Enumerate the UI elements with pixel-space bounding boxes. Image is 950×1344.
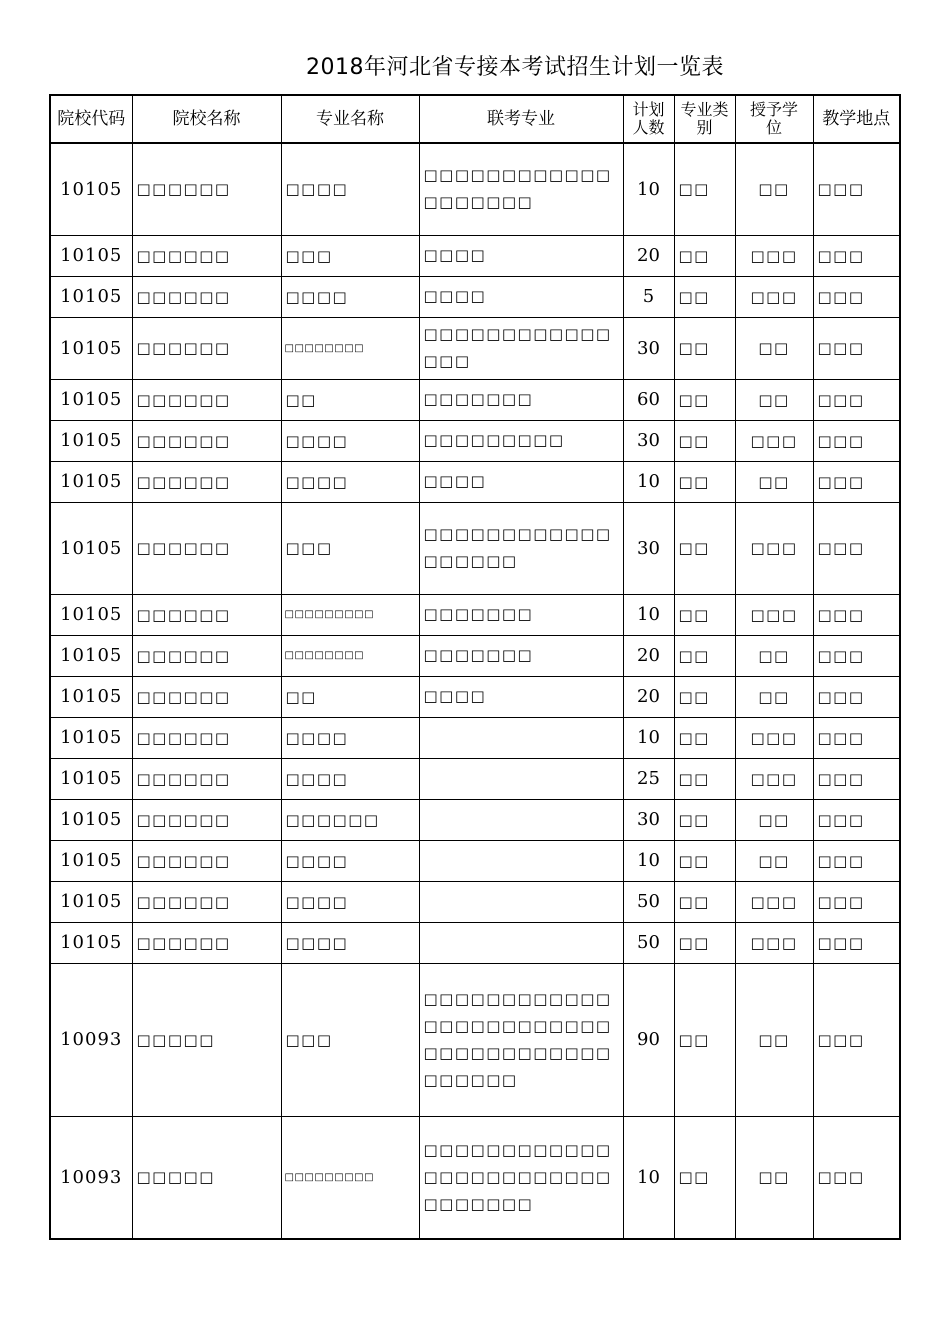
table-row xyxy=(50,461,900,502)
cell-plan-count: 20 xyxy=(623,235,674,276)
cell-category: □□ xyxy=(674,235,735,276)
enrollment-plan-table xyxy=(49,94,901,1240)
header-category: 专业类别 xyxy=(674,95,735,143)
cell-plan-count: 20 xyxy=(623,676,674,717)
cell-major: □□□□□□ xyxy=(281,799,419,840)
table-row xyxy=(50,276,900,317)
cell-degree: □□ xyxy=(735,317,813,379)
header-major: 专业名称 xyxy=(281,95,419,143)
cell-location: □□□ xyxy=(813,922,900,963)
cell-code: 10105 xyxy=(50,635,132,676)
cell-exam-major: □□□□□□□□□□□□□□□□□□□□□□□□□□□□□□□□□□□□□□□□□□ xyxy=(419,963,623,1116)
cell-code: 10105 xyxy=(50,379,132,420)
cell-exam-major xyxy=(419,881,623,922)
cell-exam-major xyxy=(419,840,623,881)
cell-major: □□□□ xyxy=(281,717,419,758)
cell-category: □□ xyxy=(674,1116,735,1239)
cell-school: □□□□□□ xyxy=(132,676,281,717)
cell-major: □□ xyxy=(281,379,419,420)
cell-major: □□ xyxy=(281,676,419,717)
cell-school: □□□□□□ xyxy=(132,420,281,461)
cell-major: □□□□ xyxy=(281,881,419,922)
cell-exam-major: □□□□□□□□□□□□□□□□□□ xyxy=(419,502,623,594)
cell-plan-count: 10 xyxy=(623,143,674,235)
cell-degree: □□□ xyxy=(735,235,813,276)
cell-exam-major: □□□□ xyxy=(419,461,623,502)
cell-exam-major: □□□□□□□ xyxy=(419,594,623,635)
cell-code: 10105 xyxy=(50,881,132,922)
cell-category: □□ xyxy=(674,461,735,502)
cell-plan-count: 25 xyxy=(623,758,674,799)
cell-exam-major xyxy=(419,922,623,963)
cell-code: 10105 xyxy=(50,840,132,881)
cell-degree: □□ xyxy=(735,840,813,881)
table-row xyxy=(50,1116,900,1239)
cell-major: □□□ xyxy=(281,963,419,1116)
table-row xyxy=(50,881,900,922)
cell-location: □□□ xyxy=(813,461,900,502)
cell-category: □□ xyxy=(674,594,735,635)
cell-school: □□□□□□ xyxy=(132,635,281,676)
cell-category: □□ xyxy=(674,635,735,676)
cell-school: □□□□□□ xyxy=(132,922,281,963)
table-row xyxy=(50,143,900,235)
cell-code: 10105 xyxy=(50,502,132,594)
cell-degree: □□□ xyxy=(735,922,813,963)
cell-school: □□□□□□ xyxy=(132,379,281,420)
table-row xyxy=(50,635,900,676)
cell-category: □□ xyxy=(674,420,735,461)
table-header-row xyxy=(50,95,900,143)
cell-code: 10105 xyxy=(50,235,132,276)
cell-code: 10093 xyxy=(50,963,132,1116)
cell-exam-major xyxy=(419,799,623,840)
table-row xyxy=(50,420,900,461)
cell-location: □□□ xyxy=(813,635,900,676)
cell-degree: □□ xyxy=(735,799,813,840)
cell-code: 10105 xyxy=(50,594,132,635)
table-row xyxy=(50,922,900,963)
table-row xyxy=(50,840,900,881)
cell-exam-major: □□□□□□□ xyxy=(419,379,623,420)
cell-location: □□□ xyxy=(813,1116,900,1239)
header-degree: 授予学位 xyxy=(735,95,813,143)
cell-major: □□□□□□□□ xyxy=(281,635,419,676)
cell-plan-count: 10 xyxy=(623,594,674,635)
cell-degree: □□□ xyxy=(735,758,813,799)
cell-school: □□□□□□ xyxy=(132,799,281,840)
cell-plan-count: 50 xyxy=(623,922,674,963)
cell-school: □□□□□□ xyxy=(132,881,281,922)
cell-major: □□□□ xyxy=(281,420,419,461)
cell-plan-count: 5 xyxy=(623,276,674,317)
table-row xyxy=(50,502,900,594)
cell-category: □□ xyxy=(674,881,735,922)
cell-major: □□□□ xyxy=(281,840,419,881)
cell-category: □□ xyxy=(674,379,735,420)
cell-school: □□□□□□ xyxy=(132,235,281,276)
header-location: 教学地点 xyxy=(813,95,900,143)
cell-degree: □□□ xyxy=(735,717,813,758)
cell-category: □□ xyxy=(674,922,735,963)
cell-code: 10093 xyxy=(50,1116,132,1239)
cell-plan-count: 10 xyxy=(623,1116,674,1239)
cell-degree: □□ xyxy=(735,676,813,717)
cell-exam-major: □□□□□□□ xyxy=(419,635,623,676)
cell-exam-major: □□□□□□□□□□□□□□□□□□□□□□□□□□□□□□□ xyxy=(419,1116,623,1239)
cell-degree: □□ xyxy=(735,1116,813,1239)
cell-category: □□ xyxy=(674,143,735,235)
cell-school: □□□□□□ xyxy=(132,461,281,502)
cell-degree: □□ xyxy=(735,461,813,502)
cell-exam-major: □□□□□□□□□□□□□□□ xyxy=(419,317,623,379)
cell-degree: □□ xyxy=(735,963,813,1116)
cell-plan-count: 30 xyxy=(623,799,674,840)
cell-location: □□□ xyxy=(813,420,900,461)
table-row xyxy=(50,963,900,1116)
cell-school: □□□□□□ xyxy=(132,502,281,594)
cell-major: □□□□ xyxy=(281,758,419,799)
cell-major: □□□ xyxy=(281,235,419,276)
header-exam-major: 联考专业 xyxy=(419,95,623,143)
cell-location: □□□ xyxy=(813,235,900,276)
cell-category: □□ xyxy=(674,758,735,799)
cell-exam-major xyxy=(419,717,623,758)
cell-location: □□□ xyxy=(813,676,900,717)
cell-plan-count: 10 xyxy=(623,840,674,881)
cell-plan-count: 10 xyxy=(623,461,674,502)
cell-major: □□□□ xyxy=(281,143,419,235)
cell-school: □□□□□□ xyxy=(132,758,281,799)
page-title: 2018年河北省专接本考试招生计划一览表 xyxy=(306,55,724,80)
cell-major: □□□□□□□□□ xyxy=(281,594,419,635)
table-row xyxy=(50,379,900,420)
header-code: 院校代码 xyxy=(50,95,132,143)
cell-degree: □□□ xyxy=(735,881,813,922)
cell-location: □□□ xyxy=(813,502,900,594)
cell-category: □□ xyxy=(674,276,735,317)
cell-exam-major: □□□□ xyxy=(419,235,623,276)
cell-category: □□ xyxy=(674,317,735,379)
table-row xyxy=(50,317,900,379)
cell-location: □□□ xyxy=(813,317,900,379)
header-plan-count: 计划人数 xyxy=(623,95,674,143)
table-row xyxy=(50,594,900,635)
cell-code: 10105 xyxy=(50,758,132,799)
cell-exam-major: □□□□□□□□□□□□□□□□□□□ xyxy=(419,143,623,235)
cell-school: □□□□□□ xyxy=(132,276,281,317)
table-row xyxy=(50,717,900,758)
cell-code: 10105 xyxy=(50,276,132,317)
cell-location: □□□ xyxy=(813,881,900,922)
cell-school: □□□□□□ xyxy=(132,840,281,881)
cell-school: □□□□□□ xyxy=(132,717,281,758)
cell-location: □□□ xyxy=(813,143,900,235)
cell-school: □□□□□□ xyxy=(132,143,281,235)
cell-plan-count: 30 xyxy=(623,420,674,461)
cell-plan-count: 30 xyxy=(623,317,674,379)
cell-code: 10105 xyxy=(50,143,132,235)
cell-code: 10105 xyxy=(50,799,132,840)
cell-major: □□□□ xyxy=(281,922,419,963)
cell-code: 10105 xyxy=(50,461,132,502)
cell-category: □□ xyxy=(674,502,735,594)
cell-location: □□□ xyxy=(813,379,900,420)
table-row xyxy=(50,758,900,799)
cell-degree: □□□ xyxy=(735,420,813,461)
cell-school: □□□□□ xyxy=(132,963,281,1116)
cell-code: 10105 xyxy=(50,317,132,379)
table-row xyxy=(50,235,900,276)
cell-category: □□ xyxy=(674,717,735,758)
cell-school: □□□□□□ xyxy=(132,594,281,635)
cell-location: □□□ xyxy=(813,758,900,799)
cell-code: 10105 xyxy=(50,420,132,461)
cell-code: 10105 xyxy=(50,676,132,717)
table-row xyxy=(50,676,900,717)
cell-plan-count: 10 xyxy=(623,717,674,758)
cell-degree: □□□ xyxy=(735,276,813,317)
cell-degree: □□ xyxy=(735,143,813,235)
cell-exam-major: □□□□ xyxy=(419,676,623,717)
cell-major: □□□ xyxy=(281,502,419,594)
cell-plan-count: 20 xyxy=(623,635,674,676)
cell-category: □□ xyxy=(674,676,735,717)
cell-exam-major: □□□□ xyxy=(419,276,623,317)
header-school: 院校名称 xyxy=(132,95,281,143)
cell-location: □□□ xyxy=(813,276,900,317)
cell-category: □□ xyxy=(674,963,735,1116)
table-row xyxy=(50,799,900,840)
cell-category: □□ xyxy=(674,799,735,840)
cell-degree: □□ xyxy=(735,379,813,420)
cell-exam-major: □□□□□□□□□ xyxy=(419,420,623,461)
cell-plan-count: 60 xyxy=(623,379,674,420)
cell-plan-count: 50 xyxy=(623,881,674,922)
cell-major: □□□□ xyxy=(281,276,419,317)
cell-major: □□□□□□□□□ xyxy=(281,1116,419,1239)
cell-plan-count: 90 xyxy=(623,963,674,1116)
cell-major: □□□□□□□□ xyxy=(281,317,419,379)
cell-exam-major xyxy=(419,758,623,799)
cell-location: □□□ xyxy=(813,717,900,758)
cell-degree: □□□ xyxy=(735,594,813,635)
cell-location: □□□ xyxy=(813,963,900,1116)
cell-location: □□□ xyxy=(813,799,900,840)
cell-location: □□□ xyxy=(813,840,900,881)
cell-major: □□□□ xyxy=(281,461,419,502)
cell-plan-count: 30 xyxy=(623,502,674,594)
cell-school: □□□□□□ xyxy=(132,317,281,379)
cell-code: 10105 xyxy=(50,922,132,963)
cell-location: □□□ xyxy=(813,594,900,635)
cell-school: □□□□□ xyxy=(132,1116,281,1239)
cell-category: □□ xyxy=(674,840,735,881)
cell-degree: □□□ xyxy=(735,502,813,594)
cell-degree: □□ xyxy=(735,635,813,676)
cell-code: 10105 xyxy=(50,717,132,758)
